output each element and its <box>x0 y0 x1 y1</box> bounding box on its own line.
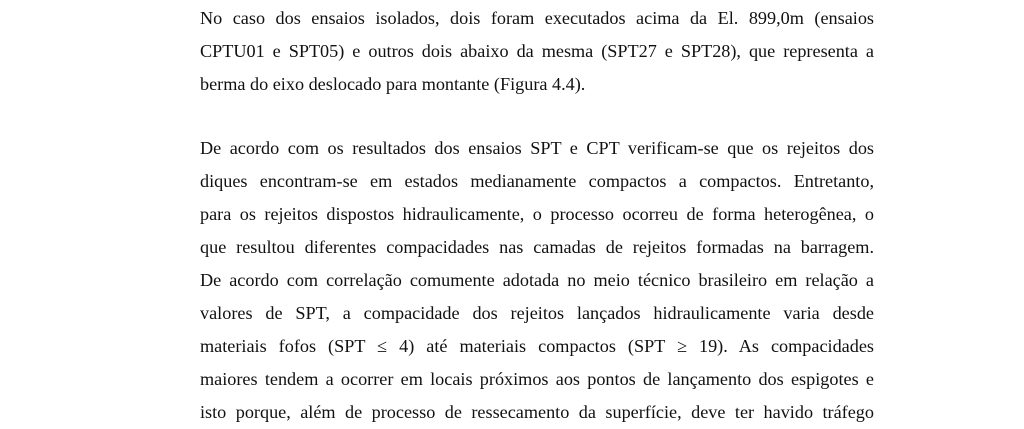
text-line: valores de SPT, a compacidade dos rejeitos lançados hidraulicamente varia desde <box>200 303 874 323</box>
text-line: diques encontram-se em estados medianamente compactos a compactos. Entretanto, <box>200 171 874 191</box>
paragraph-isolated-tests <box>200 2 874 101</box>
text-line: De acordo com os resultados dos ensaios SPT e CPT verificam-se que os rejeitos dos <box>200 138 874 158</box>
text-line: berma do eixo deslocado para montante (Figura 4.4). <box>200 74 586 94</box>
text-line: materiais fofos (SPT ≤ 4) até materiais compactos (SPT ≥ 19). As compacidades <box>200 336 874 356</box>
text-line: que resultou diferentes compacidades nas camadas de rejeitos formadas na barragem. <box>200 237 874 257</box>
text-line: isto porque, além de processo de ressecamento da superfície, deve ter havido tráfego <box>200 402 874 422</box>
text-line: De acordo com correlação comumente adotada no meio técnico brasileiro em relação a <box>200 270 874 290</box>
text-line: para os rejeitos dispostos hidraulicamente, o processo ocorreu de forma heterogênea, o <box>200 204 874 224</box>
text-line: CPTU01 e SPT05) e outros dois abaixo da mesma (SPT27 e SPT28), que representa a <box>200 41 874 61</box>
paragraph-spt-cpt-results <box>200 132 874 429</box>
text-line: maiores tendem a ocorrer em locais próximos aos pontos de lançamento dos espigotes e <box>200 369 874 389</box>
text-line: No caso dos ensaios isolados, dois foram executados acima da El. 899,0m (ensaios <box>200 8 874 28</box>
